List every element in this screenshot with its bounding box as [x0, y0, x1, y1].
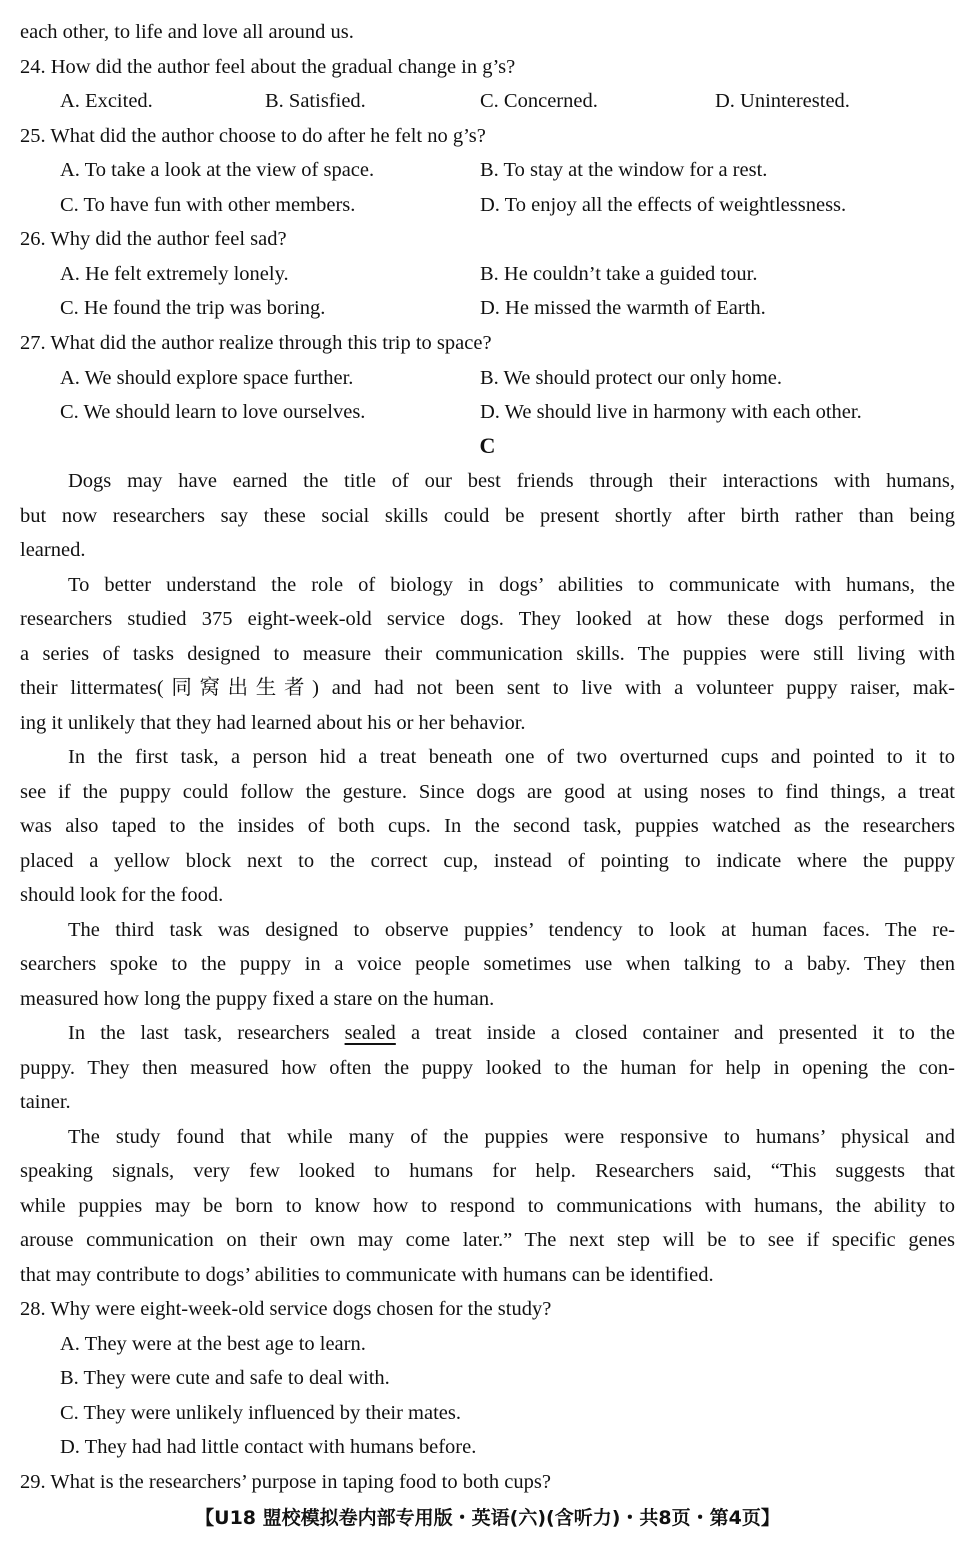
section-heading-c: C	[479, 433, 496, 458]
option-25-d[interactable]: D. To enjoy all the effects of weightlessness.	[480, 194, 847, 216]
passage-line: puppy. They then measured how often the puppy looked to the human for help in opening the con-	[20, 1057, 955, 1079]
question-25-options-row2	[60, 188, 955, 222]
passage-line: was also taped to the insides of both cups. In the second task, puppies watched as the researchers	[20, 815, 955, 837]
passage-line: The third task was designed to observe puppies’ tendency to look at human faces. The re-	[68, 919, 955, 941]
passage-line: a series of tasks designed to measure their communication skills. The puppies were still living with	[20, 643, 955, 665]
question-25-options-row1	[60, 153, 955, 187]
passage-line: arouse communication on their own may come later.” The next step will be to see if specific genes	[20, 1229, 955, 1251]
option-28-b[interactable]: B. They were cute and safe to deal with.	[60, 1367, 390, 1389]
passage-line: researchers studied 375 eight-week-old service dogs. They looked at how these dogs performed in	[20, 608, 955, 630]
option-28-d[interactable]: D. They had had little contact with humans before.	[60, 1436, 477, 1458]
passage-line	[68, 1016, 955, 1050]
question-26-options-row2	[60, 291, 955, 325]
option-27-b[interactable]: B. We should protect our only home.	[480, 367, 783, 389]
option-26-c[interactable]: C. He found the trip was boring.	[60, 297, 326, 319]
option-27-a[interactable]: A. We should explore space further.	[60, 367, 354, 389]
question-26-options-row1	[60, 257, 955, 291]
passage-line: In the first task, a person hid a treat beneath one of two overturned cups and pointed to it to	[68, 746, 955, 768]
underlined-word-sealed: sealed	[344, 1022, 396, 1044]
passage-line: their littermates(同窝出生者) and had not been sent to live with a volunteer puppy raiser, mak-	[20, 677, 955, 699]
option-24-a[interactable]: A. Excited.	[60, 90, 153, 112]
option-25-a[interactable]: A. To take a look at the view of space.	[60, 159, 375, 181]
passage-line: The study found that while many of the puppies were responsive to humans’ physical and	[68, 1126, 955, 1148]
question-27-options-row2	[60, 395, 955, 429]
option-27-c[interactable]: C. We should learn to love ourselves.	[60, 401, 366, 423]
question-25-stem: 25. What did the author choose to do after he felt no g’s?	[20, 125, 486, 147]
passage-line: while puppies may be born to know how to respond to communications with humans, the ability to	[20, 1195, 955, 1217]
option-24-d[interactable]: D. Uninterested.	[715, 90, 850, 112]
passage-line: that may contribute to dogs’ abilities to communicate with humans can be identified.	[20, 1264, 714, 1286]
question-27-stem: 27. What did the author realize through this trip to space?	[20, 332, 492, 354]
option-25-b[interactable]: B. To stay at the window for a rest.	[480, 159, 768, 181]
passage-text: In the last task, researchers	[68, 1022, 345, 1044]
passage-line: but now researchers say these social skills could be present shortly after birth rather than being	[20, 505, 955, 527]
option-28-a[interactable]: A. They were at the best age to learn.	[60, 1333, 366, 1355]
question-26-stem: 26. Why did the author feel sad?	[20, 228, 287, 250]
passage-line: placed a yellow block next to the correct cup, instead of pointing to indicate where the puppy	[20, 850, 955, 872]
option-28-c[interactable]: C. They were unlikely influenced by their mates.	[60, 1402, 461, 1424]
passage-line: tainer.	[20, 1091, 71, 1113]
option-24-c[interactable]: C. Concerned.	[480, 90, 598, 112]
passage-text: a treat inside a closed container and presented it to the	[395, 1022, 955, 1044]
passage-line: Dogs may have earned the title of our best friends through their interactions with humans,	[68, 470, 955, 492]
question-24-stem: 24. How did the author feel about the gradual change in g’s?	[20, 56, 516, 78]
passage-line: speaking signals, very few looked to humans for help. Researchers said, “This suggests that	[20, 1160, 955, 1182]
question-29-stem: 29. What is the researchers’ purpose in taping food to both cups?	[20, 1471, 551, 1493]
option-25-c[interactable]: C. To have fun with other members.	[60, 194, 356, 216]
passage-line: ing it unlikely that they had learned about his or her behavior.	[20, 712, 526, 734]
option-26-b[interactable]: B. He couldn’t take a guided tour.	[480, 263, 758, 285]
option-26-a[interactable]: A. He felt extremely lonely.	[60, 263, 289, 285]
page-footer: 【U18 盟校模拟卷内部专用版・英语(六)(含听力)・共8页・第4页】	[195, 1507, 780, 1529]
option-26-d[interactable]: D. He missed the warmth of Earth.	[480, 297, 766, 319]
passage-line: measured how long the puppy fixed a stare on the human.	[20, 988, 495, 1010]
question-27-options-row1	[60, 361, 955, 395]
question-28-stem: 28. Why were eight-week-old service dogs chosen for the study?	[20, 1298, 552, 1320]
passage-line: should look for the food.	[20, 884, 224, 906]
passage-line: learned.	[20, 539, 86, 561]
passage-line: searchers spoke to the puppy in a voice people sometimes use when talking to a baby. They then	[20, 953, 955, 975]
option-27-d[interactable]: D. We should live in harmony with each other.	[480, 401, 862, 423]
option-24-b[interactable]: B. Satisfied.	[265, 90, 366, 112]
passage-line: see if the puppy could follow the gesture. Since dogs are good at using noses to find things, a treat	[20, 781, 955, 803]
passage-line: To better understand the role of biology in dogs’ abilities to communicate with humans, the	[68, 574, 955, 596]
continued-text-line: each other, to life and love all around us.	[20, 21, 354, 43]
question-24-options	[60, 84, 955, 118]
